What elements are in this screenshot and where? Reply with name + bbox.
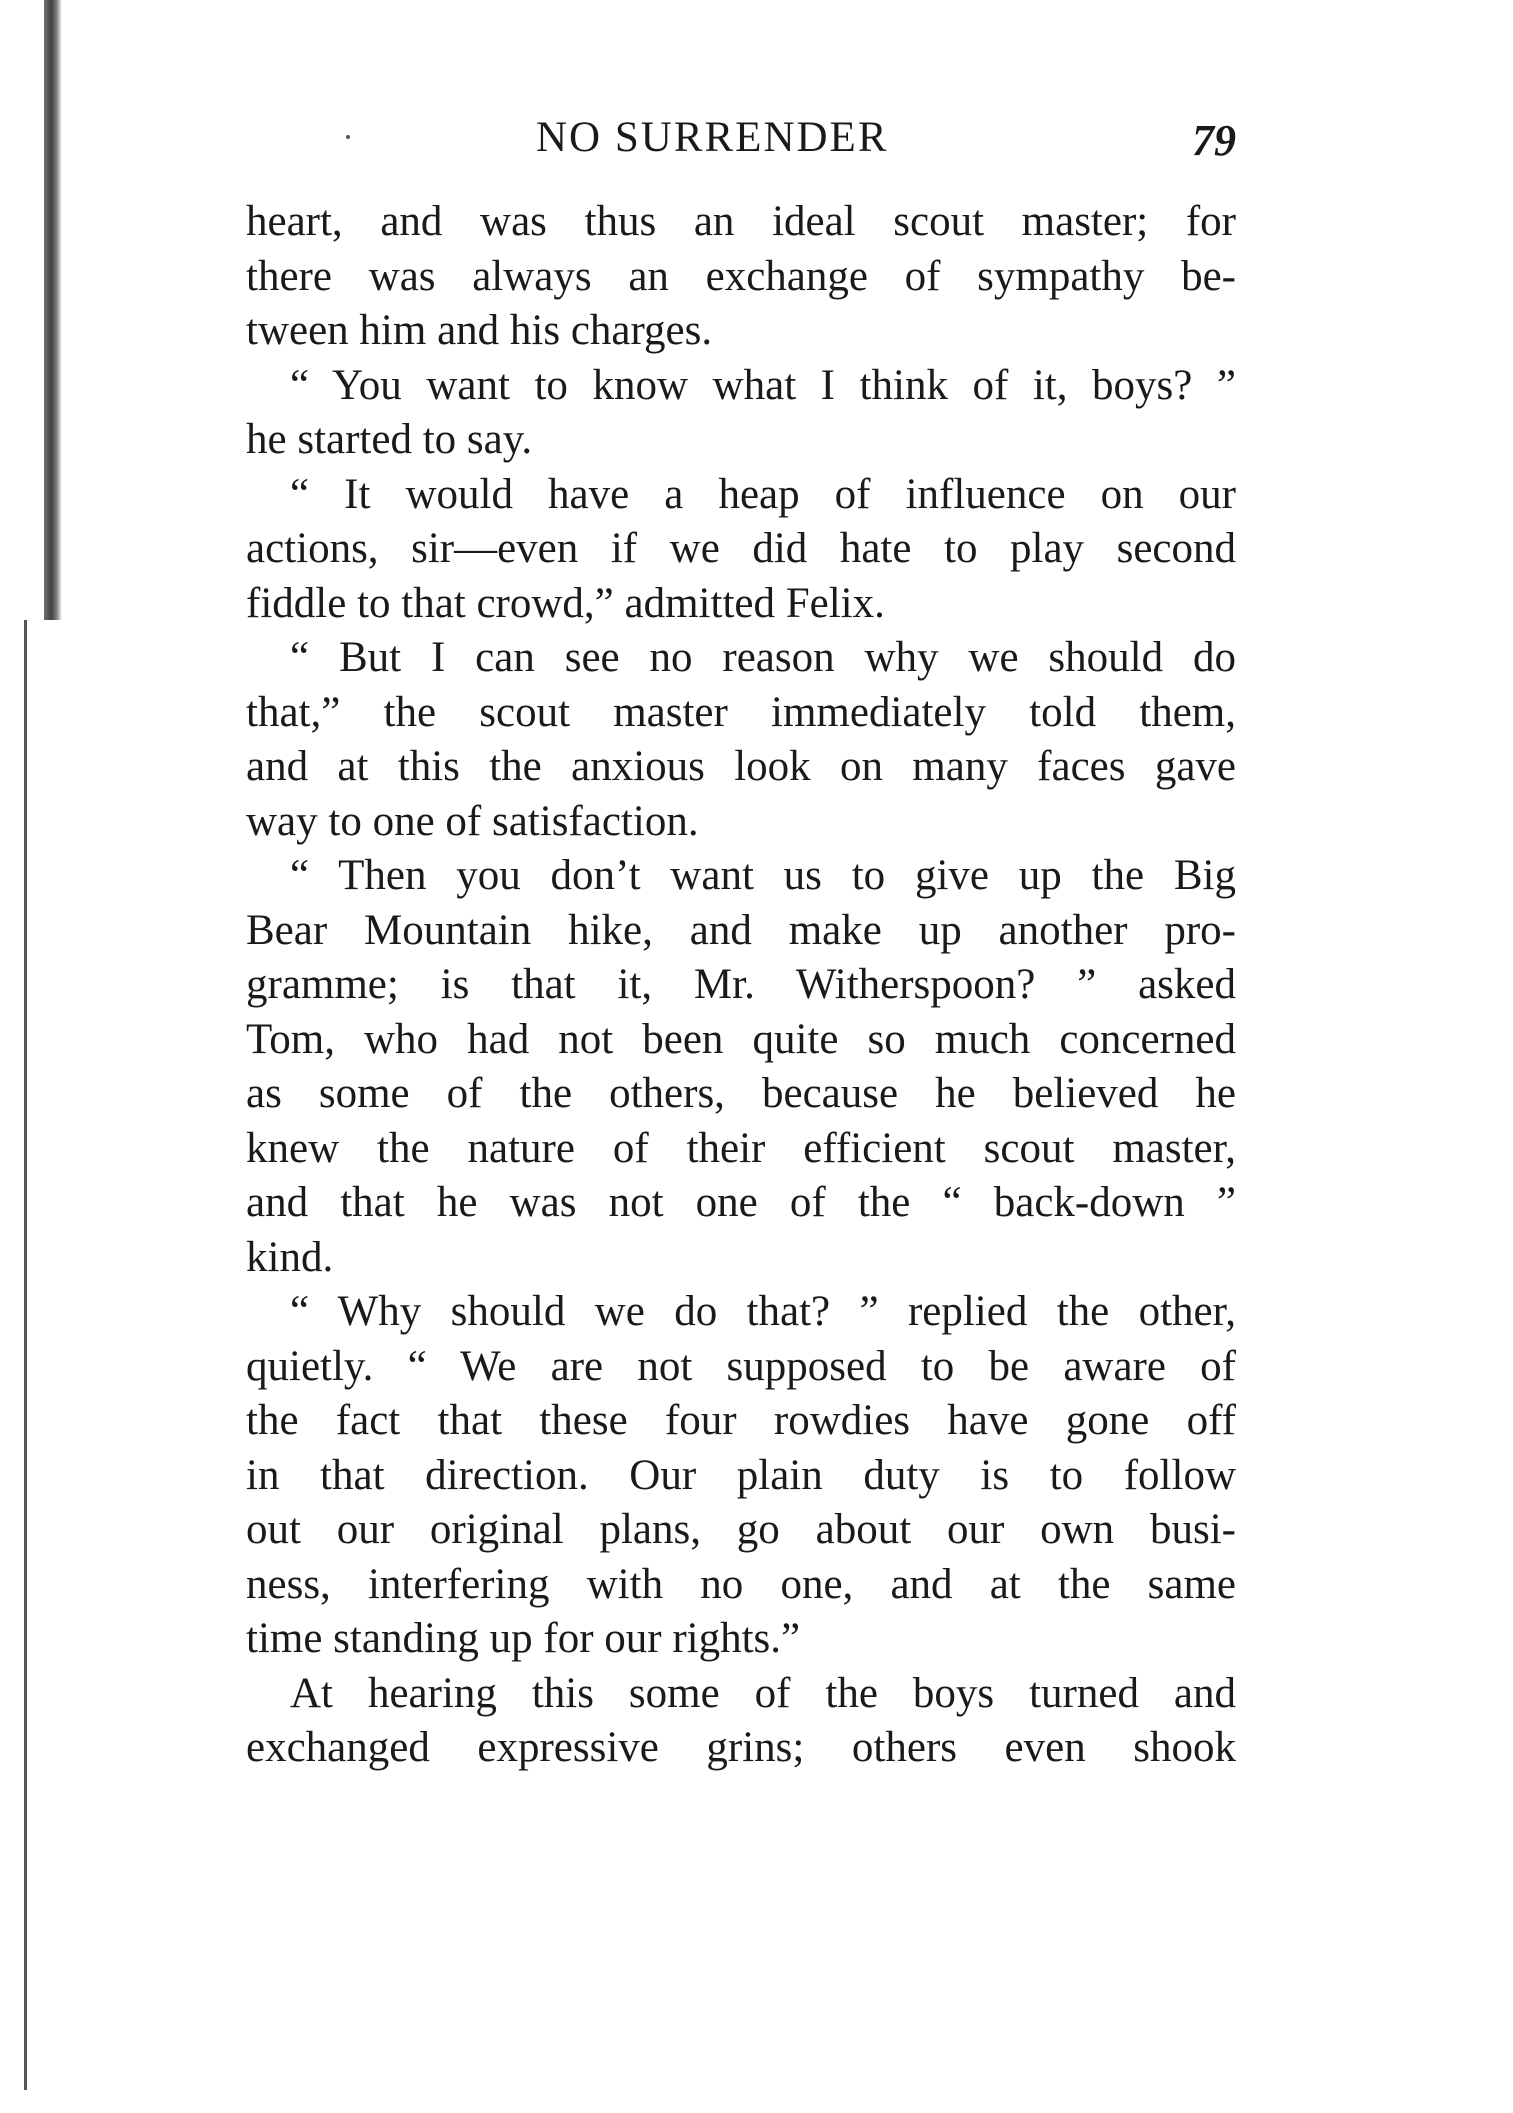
text-line: the fact that these four rowdies have gone off <box>246 1397 1236 1444</box>
text-line: as some of the others, because he believed he <box>246 1070 1236 1117</box>
text-line: there was always an exchange of sympathy be- <box>246 252 1236 300</box>
text-line: heart, and was thus an ideal scout master; for <box>246 198 1236 245</box>
page-number: 79 <box>1192 116 1236 165</box>
text-line: he started to say. <box>246 416 533 463</box>
text-line: At hearing this some of the boys turned and <box>290 1669 1236 1717</box>
running-head: NO SURRENDER <box>536 114 889 161</box>
text-line: knew the nature of their efficient scout master, <box>246 1124 1236 1172</box>
text-line: “ Why should we do that? ” replied the other, <box>290 1288 1236 1335</box>
text-line: ness, interfering with no one, and at the same <box>246 1560 1236 1608</box>
text-line: gramme; is that it, Mr. Witherspoon? ” asked <box>246 961 1236 1008</box>
text-line: that,” the scout master immediately told them, <box>246 688 1236 736</box>
text-line: kind. <box>246 1233 334 1281</box>
binding-edge <box>24 620 27 2090</box>
page-header <box>246 113 1236 173</box>
text-line: and that he was not one of the “ back-down ” <box>246 1179 1236 1226</box>
text-line: tween him and his charges. <box>246 307 713 354</box>
text-line: “ You want to know what I think of it, boys? ” <box>290 361 1236 409</box>
text-line: exchanged expressive grins; others even shook <box>246 1724 1236 1771</box>
binding-shadow <box>44 0 62 620</box>
text-line: Tom, who had not been quite so much concerned <box>246 1015 1236 1063</box>
text-line: in that direction. Our plain duty is to follow <box>246 1451 1236 1499</box>
text-line: and at this the anxious look on many faces gave <box>246 743 1236 790</box>
text-line: Bear Mountain hike, and make up another pro- <box>246 906 1236 954</box>
text-line: out our original plans, go about our own busi- <box>246 1506 1236 1553</box>
text-line: time standing up for our rights.” <box>246 1615 801 1662</box>
body-text <box>246 195 1236 1776</box>
text-line: quietly. “ We are not supposed to be aware of <box>246 1342 1236 1390</box>
text-line: “ Then you don’t want us to give up the Big <box>290 852 1236 899</box>
text-line: actions, sir—even if we did hate to play second <box>246 525 1236 572</box>
scan-speck <box>346 135 350 139</box>
text-line: “ But I can see no reason why we should do <box>290 634 1236 681</box>
text-line: fiddle to that crowd,” admitted Felix. <box>246 579 885 627</box>
text-line: way to one of satisfaction. <box>246 797 699 845</box>
text-line: “ It would have a heap of influence on our <box>290 470 1236 518</box>
